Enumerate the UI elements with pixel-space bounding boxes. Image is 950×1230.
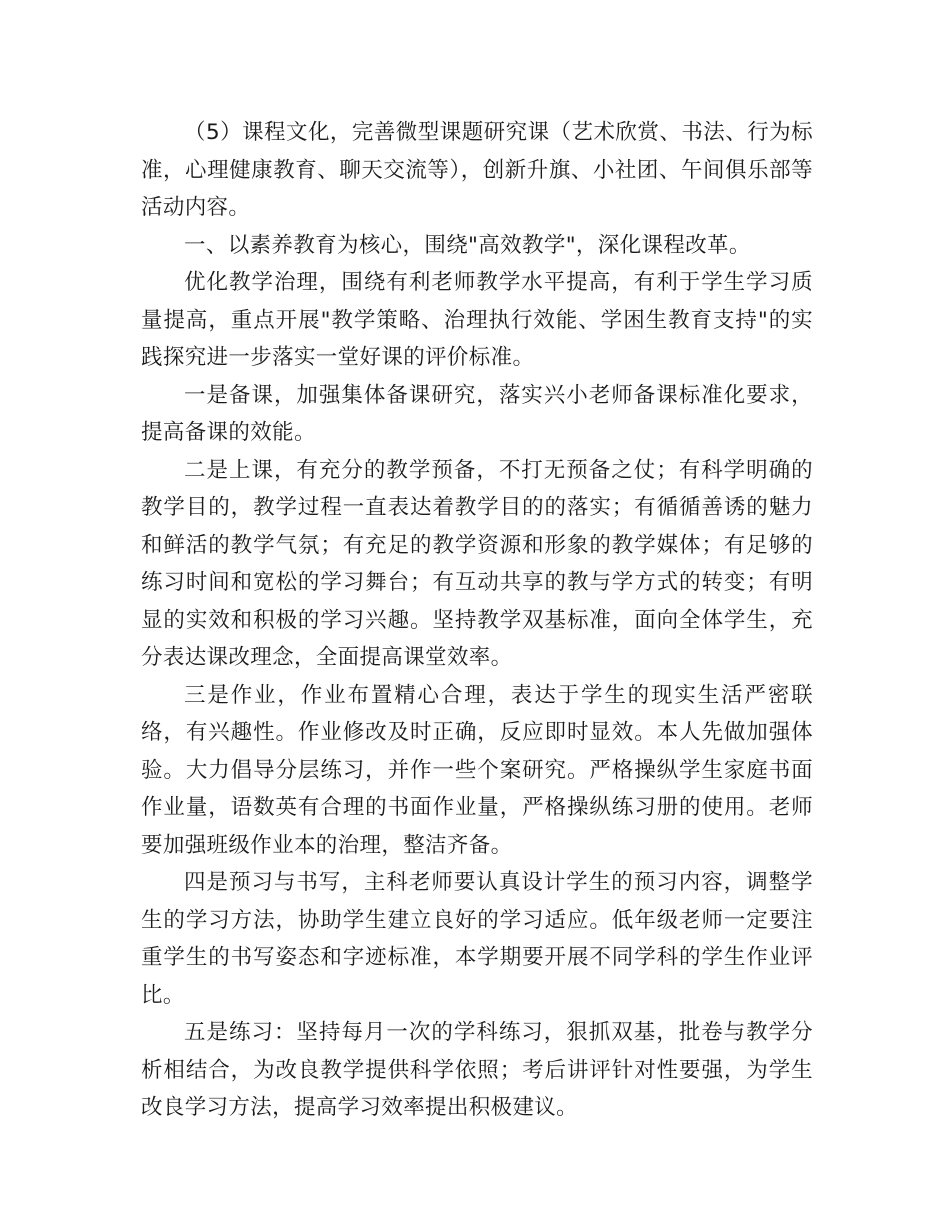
document-body — [141, 114, 813, 1127]
paragraph-preview-and-writing: 四是预习与书写，主科老师要认真设计学生的预习内容，调整学生的学习方法，协助学生建立良好的学习适应。低年级老师一定要注重学生的书写姿态和字迹标准，本学期要开展不同学科的学生作业评比。 — [141, 870, 813, 1008]
paragraph-classroom-teaching: 二是上课，有充分的教学预备，不打无预备之仗；有科学明确的教学目的，教学过程一直表达着教学目的的落实；有循循善诱的魅力和鲜活的教学气氛；有充足的教学资源和形象的教学媒体；有足够的练习时间和宽松的学习舞台；有互动共享的教与学方式的转变；有明显的实效和积极的学习兴趣。坚持教学双基标准，面向全体学生，充分表达课改理念，全面提高课堂效率。 — [141, 457, 813, 670]
paragraph-homework: 三是作业，作业布置精心合理，表达于学生的现实生活严密联络，有兴趣性。作业修改及时正确，反应即时显效。本人先做加强体验。大力倡导分层练习，并作一些个案研究。严格操纵学生家庭书面作业量，语数英有合理的书面作业量，严格操纵练习册的使用。老师要加强班级作业本的治理，整洁齐备。 — [141, 682, 813, 858]
section-heading-quality-education: 一、以素养教育为核心，围绕"高效教学"，深化课程改革。 — [184, 232, 751, 258]
paragraph-course-culture: （5）课程文化，完善微型课题研究课（艺术欣赏、书法、行为标准，心理健康教育、聊天交流等），创新升旗、小社团、午间俱乐部等活动内容。 — [141, 120, 813, 220]
paragraph-teaching-management: 优化教学治理，围绕有利老师教学水平提高，有利于学生学习质量提高，重点开展"教学策略、治理执行效能、学困生教育支持"的实践探究进一步落实一堂好课的评价标准。 — [141, 270, 813, 370]
paragraph-practice-tests: 五是练习：坚持每月一次的学科练习，狠抓双基，批卷与教学分析相结合，为改良教学提供科学依照；考后讲评针对性要强，为学生改良学习方法，提高学习效率提出积极建议。 — [141, 1020, 813, 1120]
paragraph-lesson-preparation: 一是备课，加强集体备课研究，落实兴小老师备课标准化要求，提高备课的效能。 — [141, 382, 813, 445]
